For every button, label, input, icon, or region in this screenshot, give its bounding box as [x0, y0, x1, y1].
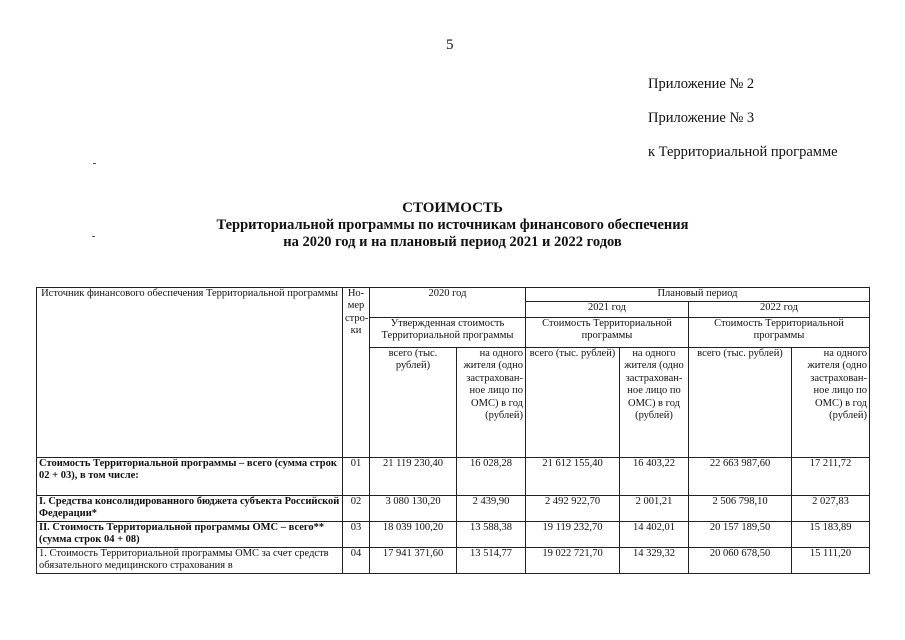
header-year-2020: 2020 год — [370, 288, 526, 318]
header-row-number: Но- мер стро- ки — [343, 288, 370, 458]
document-title — [0, 200, 905, 251]
row-value: 13 514,77 — [457, 548, 526, 574]
header-year-2022: 2022 год — [689, 302, 870, 318]
row-value: 19 119 232,70 — [526, 522, 620, 548]
row-number: 03 — [343, 522, 370, 548]
header-approved-cost: Утвержденная стоимость Территориальной программы — [370, 318, 526, 348]
title-line-3: на 2020 год и на плановый период 2021 и 2022 годов — [283, 234, 622, 250]
row-value: 16 028,28 — [457, 458, 526, 496]
appendix-line-2: Приложение № 3 — [648, 110, 755, 126]
row-value: 2 001,21 — [620, 496, 689, 522]
row-number: 02 — [343, 496, 370, 522]
header-total-2022: всего (тыс. рублей) — [689, 348, 792, 458]
table-row — [37, 548, 870, 574]
table-row — [37, 458, 870, 496]
row-value: 22 663 987,60 — [689, 458, 792, 496]
row-number: 01 — [343, 458, 370, 496]
header-year-2021: 2021 год — [526, 302, 689, 318]
row-value: 21 612 155,40 — [526, 458, 620, 496]
table-row — [37, 522, 870, 548]
header-source: Источник финансового обеспечения Территориальной программы — [37, 288, 343, 458]
row-label: I. Средства консолидированного бюджета субъекта Российской Федерации* — [37, 496, 343, 522]
header-planned-period: Плановый период — [526, 288, 870, 302]
header-cost-2022: Стоимость Территориальной программы — [689, 318, 870, 348]
header-total-2020: всего (тыс. рублей) — [370, 348, 457, 458]
title-line-1: СТОИМОСТЬ — [402, 200, 503, 216]
header-per-capita-2022: на одного жителя (одно застрахован- ное лицо по ОМС) в год (рублей) — [792, 348, 870, 458]
appendix-line-3: к Территориальной программе — [648, 144, 838, 160]
row-value: 20 060 678,50 — [689, 548, 792, 574]
row-value: 14 329,32 — [620, 548, 689, 574]
row-number: 04 — [343, 548, 370, 574]
header-per-capita-2020: на одного жителя (одно застрахован- ное лицо по ОМС) в год (рублей) — [457, 348, 526, 458]
scan-speck — [92, 236, 95, 237]
row-label: II. Стоимость Территориальной программы ОМС – всего** (сумма строк 04 + 08) — [37, 522, 343, 548]
header-cost-2021: Стоимость Территориальной программы — [526, 318, 689, 348]
header-per-capita-2021: на одного жителя (одно застрахован- ное лицо по ОМС) в год (рублей) — [620, 348, 689, 458]
row-value: 17 941 371,60 — [370, 548, 457, 574]
row-value: 18 039 100,20 — [370, 522, 457, 548]
row-value: 19 022 721,70 — [526, 548, 620, 574]
title-line-2: Территориальной программы по источникам финансового обеспечения — [216, 217, 689, 233]
page-number: 5 — [446, 37, 454, 53]
row-value: 3 080 130,20 — [370, 496, 457, 522]
appendix-line-1: Приложение № 2 — [648, 76, 755, 92]
scan-speck — [93, 163, 96, 164]
row-value: 15 111,20 — [792, 548, 870, 574]
table-row — [37, 496, 870, 522]
row-value: 13 588,38 — [457, 522, 526, 548]
row-value: 15 183,89 — [792, 522, 870, 548]
row-value: 14 402,01 — [620, 522, 689, 548]
header-total-2021: всего (тыс. рублей) — [526, 348, 620, 458]
row-value: 16 403,22 — [620, 458, 689, 496]
row-value: 2 027,83 — [792, 496, 870, 522]
row-value: 20 157 189,50 — [689, 522, 792, 548]
row-value: 2 492 922,70 — [526, 496, 620, 522]
row-value: 2 506 798,10 — [689, 496, 792, 522]
cost-table — [36, 287, 870, 574]
row-value: 2 439,90 — [457, 496, 526, 522]
row-value: 17 211,72 — [792, 458, 870, 496]
row-label: Стоимость Территориальной программы – всего (сумма строк 02 + 03), в том числе: — [37, 458, 343, 496]
row-value: 21 119 230,40 — [370, 458, 457, 496]
row-label: 1. Стоимость Территориальной программы ОМС за счет средств обязательного медицинского страхования в — [37, 548, 343, 574]
